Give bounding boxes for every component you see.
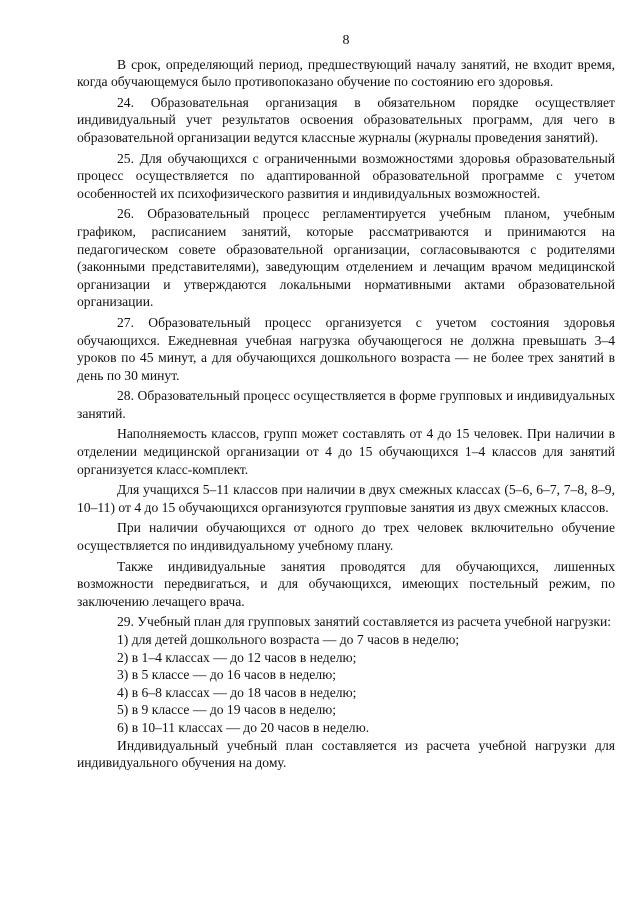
paragraph-individual-lessons: Также индивидуальные занятия проводятся для обучающихся, лишенных возможности передвигаться, и для обучающихся, имеющих постельный режим, по заключению лечащего врача.	[77, 558, 615, 609]
paragraph-27: 27. Образовательный процесс организуется с учетом состояния здоровья обучающихся. Ежедневная учебная нагрузка обучающегося не должна превышать 3–4 уроков по 45 минут, а для обучающихся дошкольного возраста — не более трех занятий в день по 30 минут.	[77, 314, 615, 383]
paragraph-29: 29. Учебный план для групповых занятий составляется из расчета учебной нагрузки:	[117, 614, 612, 630]
document-page	[77, 32, 615, 775]
load-list	[77, 631, 615, 737]
paragraph-adjacent-classes: Для учащихся 5–11 классов при наличии в двух смежных классах (5–6, 6–7, 7–8, 8–9, 10–11) от 4 до 15 обучающихся организуются групповые занятия из двух смежных классов.	[77, 482, 615, 515]
paragraph-individual-plan: При наличии обучающихся от одного до трех человек включительно обучение осуществляется по индивидуальному учебному плану.	[77, 520, 615, 554]
paragraph-28: 28. Образовательный процесс осуществляется в форме групповых и индивидуальных занятий.	[77, 388, 615, 421]
list-item: 5) в 9 классе — до 19 часов в неделю;	[117, 702, 337, 718]
page-number: 8	[342, 33, 350, 48]
paragraph-26: 26. Образовательный процесс регламентируется учебным планом, учебным графиком, расписанием занятий, которые рассматриваются и принимаются на педагогическом совете образовательной организации, согласовываются с родителями (законными представителями), заведующим отделением и лечащим врачом медицинской организации и утверждаются локальными нормативными актами образовательной организации.	[77, 206, 615, 310]
paragraph-class-size: Наполняемость классов, групп может составлять от 4 до 15 человек. При наличии в отделении медицинской организации от 4 до 15 обучающихся 1–4 классов для занятий организуется класс-комплект.	[77, 426, 615, 477]
list-item: 6) в 10–11 классах — до 20 часов в неделю.	[117, 719, 370, 735]
list-item: 4) в 6–8 классах — до 18 часов в неделю;	[117, 684, 357, 700]
list-item: 2) в 1–4 классах — до 12 часов в неделю;	[117, 649, 357, 665]
list-item: 3) в 5 классе — до 16 часов в неделю;	[117, 667, 337, 683]
paragraph-24: 24. Образовательная организация в обязательном порядке осуществляет индивидуальный учет результатов освоения образовательных программ, для чего в образовательной организации ведутся классные журналы (журналы проведения занятий).	[77, 94, 615, 145]
paragraph-study-period: В срок, определяющий период, предшествующий началу занятий, не входит время, когда обучающемуся было противопоказано обучение по состоянию его здоровья.	[77, 56, 615, 90]
list-item: 1) для детей дошкольного возраста — до 7 часов в неделю;	[117, 632, 460, 647]
paragraph-25: 25. Для обучающихся с ограниченными возможностями здоровья образовательный процесс осуществляется по адаптированной образовательной программе с учетом особенностей их психофизического развития и индивидуальных возможностей.	[77, 150, 615, 201]
paragraph-home-schooling: Индивидуальный учебный план составляется из расчета учебной нагрузки для индивидуального обучения на дому.	[77, 737, 615, 771]
